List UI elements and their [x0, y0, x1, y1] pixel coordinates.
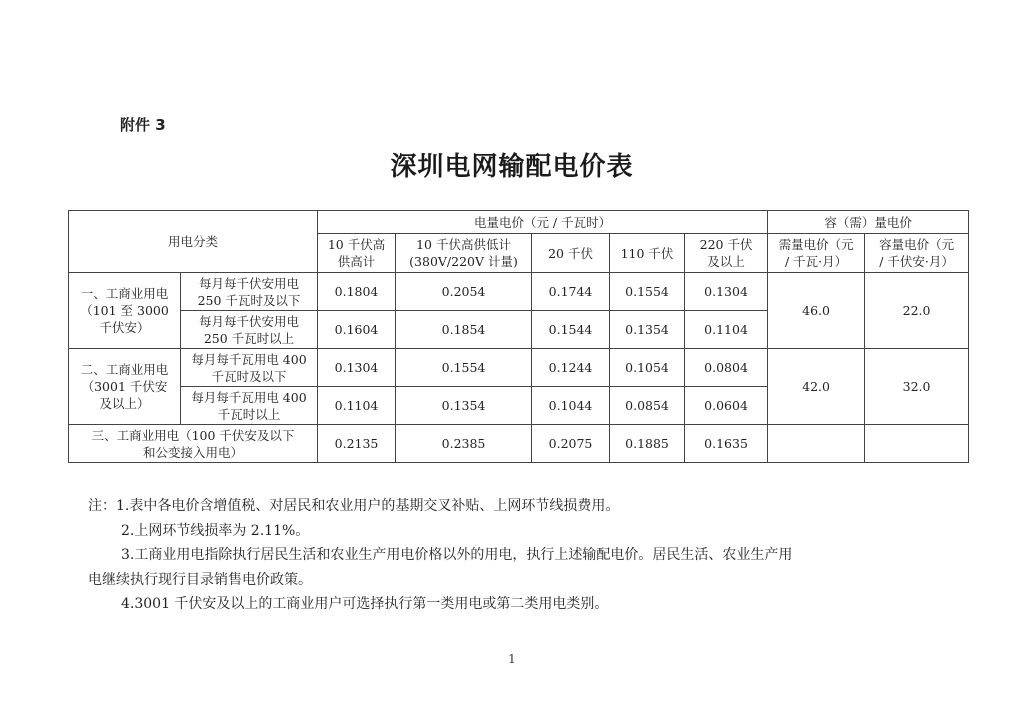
capacity-price-cell — [865, 425, 969, 463]
price-cell: 0.1304 — [318, 349, 396, 387]
col-header: 10 千伏高供低计 (380V/220V 计量) — [396, 234, 532, 273]
price-cell: 0.2054 — [396, 273, 532, 311]
price-cell: 0.2075 — [532, 425, 610, 463]
price-cell: 0.1354 — [610, 311, 685, 349]
demand-price-cell — [768, 425, 865, 463]
note-line: 4.3001 千伏安及以上的工商业用户可选择执行第一类用电或第二类用电类别。 — [121, 596, 609, 612]
header-row-1 — [69, 211, 969, 234]
energy-price-header: 电量电价（元 / 千瓦时） — [318, 211, 768, 234]
note-line: 3.工商业用电指除执行居民生活和农业生产用电价格以外的用电，执行上述输配电价。居民生活、农业生产用 — [121, 547, 793, 563]
col-header: 容量电价（元 / 千伏安·月） — [865, 234, 969, 273]
sub-category: 每月每千瓦用电 400 千瓦时以上 — [181, 387, 318, 425]
price-cell: 0.2135 — [318, 425, 396, 463]
price-cell: 0.1104 — [685, 311, 768, 349]
attachment-label: 附件 3 — [120, 116, 166, 134]
sub-category: 每月每千瓦用电 400 千瓦时及以下 — [181, 349, 318, 387]
page-number: 1 — [508, 652, 516, 666]
tariff-table — [68, 210, 969, 463]
capacity-price-cell: 22.0 — [865, 273, 969, 349]
table-row — [69, 425, 969, 463]
price-cell: 0.2385 — [396, 425, 532, 463]
col-header: 20 千伏 — [532, 234, 610, 273]
col-header: 需量电价（元 / 千瓦·月） — [768, 234, 865, 273]
group-label: 三、工商业用电（100 千伏安及以下 和公变接入用电） — [69, 425, 318, 463]
group-label: 二、工商业用电 （3001 千伏安 及以上） — [69, 349, 181, 425]
demand-price-cell: 46.0 — [768, 273, 865, 349]
price-cell: 0.1544 — [532, 311, 610, 349]
price-cell: 0.1854 — [396, 311, 532, 349]
col-header: 220 千伏 及以上 — [685, 234, 768, 273]
price-cell: 0.1804 — [318, 273, 396, 311]
category-header: 用电分类 — [69, 211, 318, 273]
price-cell: 0.1604 — [318, 311, 396, 349]
capacity-price-header: 容（需）量电价 — [768, 211, 969, 234]
col-header: 110 千伏 — [610, 234, 685, 273]
price-cell: 0.1635 — [685, 425, 768, 463]
price-cell: 0.0854 — [610, 387, 685, 425]
price-cell: 0.1244 — [532, 349, 610, 387]
table-row — [69, 349, 969, 387]
price-cell: 0.1554 — [610, 273, 685, 311]
group-label: 一、工商业用电 （101 至 3000 千伏安） — [69, 273, 181, 349]
notes — [88, 494, 948, 617]
table-row — [69, 273, 969, 311]
price-cell: 0.1104 — [318, 387, 396, 425]
note-line: 电继续执行现行目录销售电价政策。 — [88, 571, 312, 588]
price-cell: 0.1304 — [685, 273, 768, 311]
sub-category: 每月每千伏安用电 250 千瓦时以上 — [181, 311, 318, 349]
note-line: 2.上网环节线损率为 2.11%。 — [121, 522, 310, 539]
sub-category: 每月每千伏安用电 250 千瓦时及以下 — [181, 273, 318, 311]
col-header: 10 千伏高 供高计 — [318, 234, 396, 273]
price-cell: 0.0804 — [685, 349, 768, 387]
page-title: 深圳电网输配电价表 — [390, 152, 634, 182]
price-cell: 0.1044 — [532, 387, 610, 425]
demand-price-cell: 42.0 — [768, 349, 865, 425]
price-cell: 0.1554 — [396, 349, 532, 387]
price-cell: 0.1885 — [610, 425, 685, 463]
price-cell: 0.1054 — [610, 349, 685, 387]
capacity-price-cell: 32.0 — [865, 349, 969, 425]
note-line: 注：1.表中各电价含增值税、对居民和农业用户的基期交叉补贴、上网环节线损费用。 — [88, 498, 620, 514]
price-cell: 0.1744 — [532, 273, 610, 311]
price-cell: 0.0604 — [685, 387, 768, 425]
price-cell: 0.1354 — [396, 387, 532, 425]
